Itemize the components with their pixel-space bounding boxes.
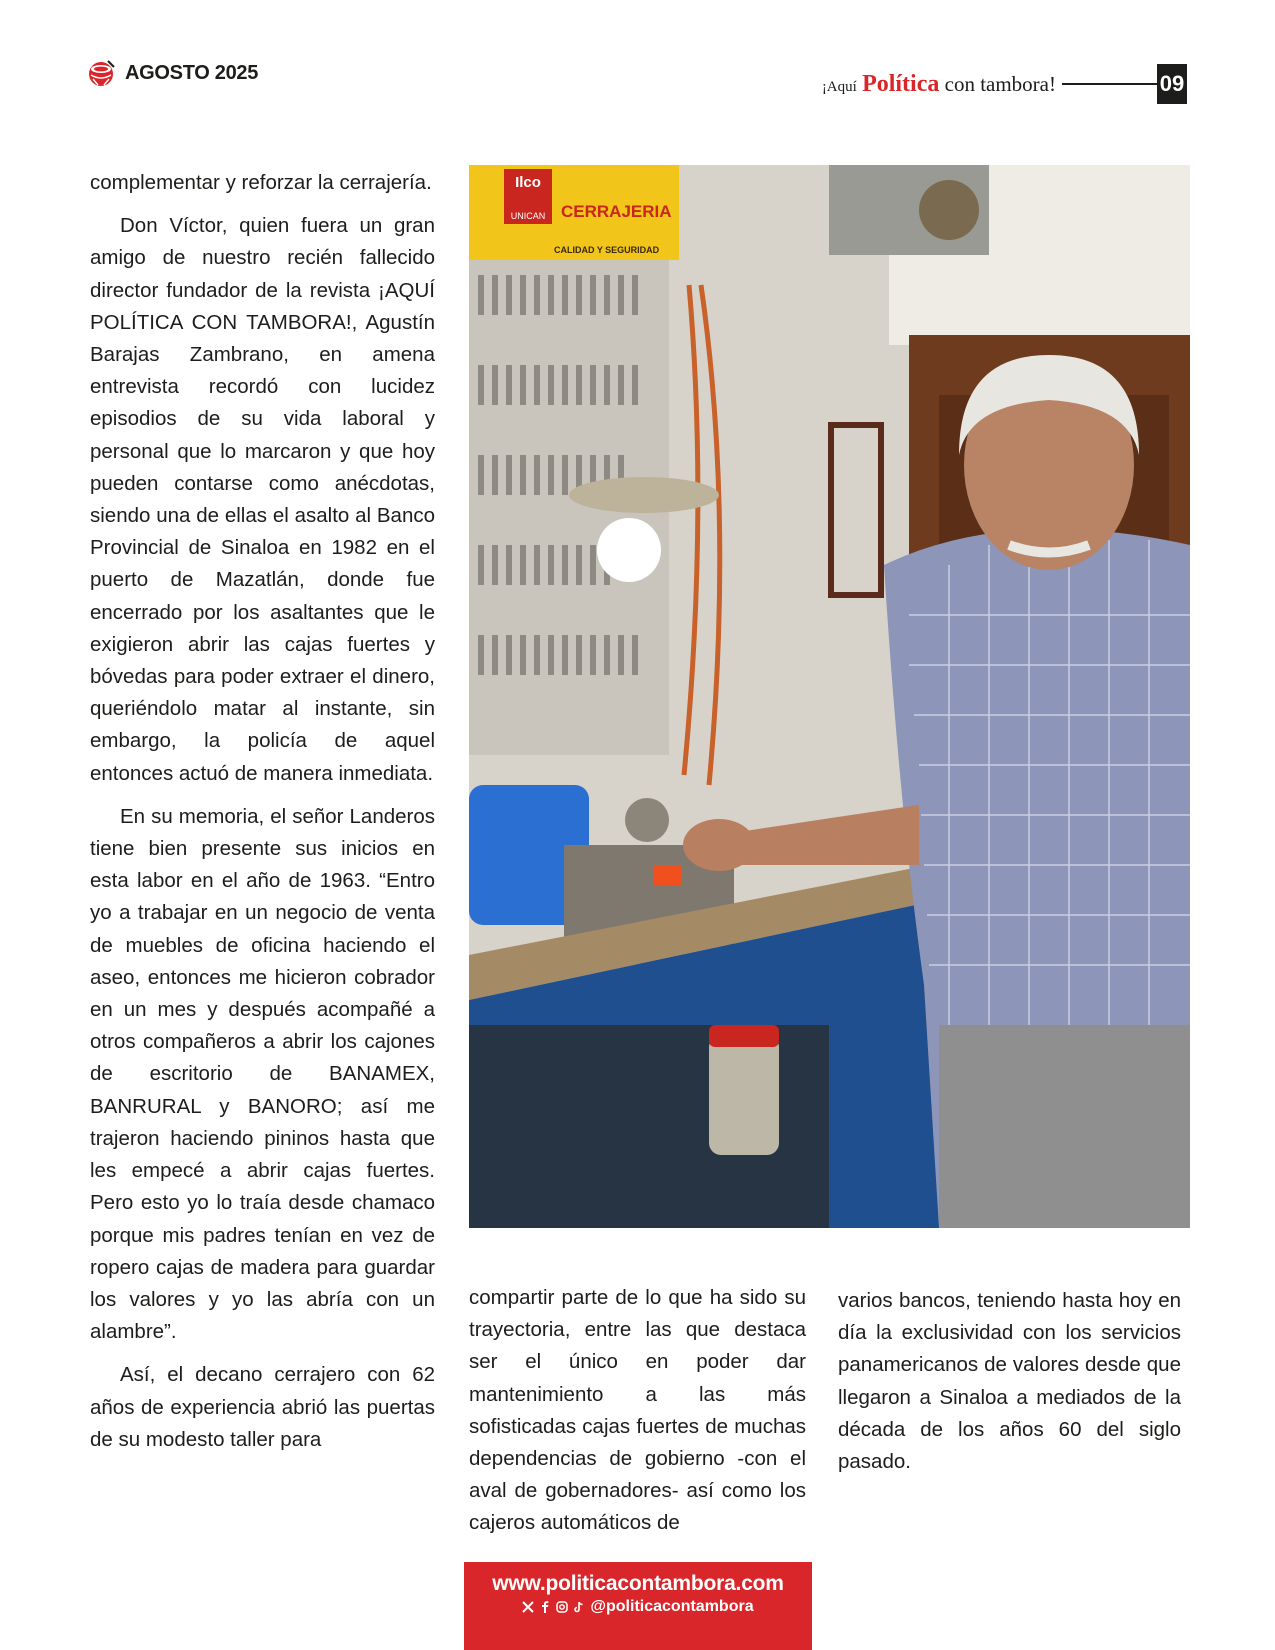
paragraph: compartir parte de lo que ha sido su trayectoria, entre las que destaca ser el único en poder dar mantenimiento a las más sofisticadas cajas fuertes de muchas dependencias de gobierno -con el aval de gobernadores- así como los cajeros automáticos de bbox=[469, 1286, 806, 1535]
paragraph: Don Víctor, quien fuera un gran amigo de nuestro recién fallecido director fundador de la revista ¡AQUÍ POLÍTICA CON TAMBORA!, Agustín Barajas Zambrano, en amena entrevista recordó con lucidez episodios de su vida laboral y personal que lo marcaron y que hoy pueden contarse como anécdotas, siendo una de ellas el asalto al Banco Provincial de Sinaloa en 1982 en el puerto de Mazatlán, donde fue encerrado por los asaltantes que le exigieron abrir las cajas fuertes y bóvedas para poder extraer el dinero, queriéndolo matar al instante, sin embargo, la policía de aquel entonces actuó de manera inmediata. bbox=[90, 214, 435, 785]
header-left bbox=[86, 58, 258, 88]
social-row bbox=[464, 1598, 812, 1616]
locksmith-workshop-photo bbox=[469, 165, 1190, 1228]
paragraph: En su memoria, el señor Landeros tiene bien presente sus inicios en esta labor en el año de 1963. “Entro yo a trabajar en un negocio de venta de muebles de oficina haciendo el aseo, entonces me hicieron cobrador en un mes y después acompañé a otros compañeros a abrir los cajones de escritorio de BANAMEX, BANRURAL y BANORO; así me trajeron haciendo pininos hasta que les empecé a abrir cajas fuertes. Pero esto yo lo traía desde chamaco porque mis padres tenían en vez de ropero cajas de madera para guardar los valores y yo las abría con un alambre”. bbox=[90, 804, 435, 1344]
paragraph: Así, el decano cerrajero con 62 años de experiencia abrió las puertas de su modesto taller para bbox=[90, 1363, 435, 1451]
drum-logo-icon bbox=[86, 58, 116, 88]
sign-slogan: CALIDAD Y SEGURIDAD bbox=[554, 245, 660, 255]
facebook-icon[interactable] bbox=[539, 1601, 551, 1613]
light-bulb bbox=[597, 518, 661, 582]
footer-banner bbox=[464, 1562, 812, 1650]
work-lamp-shade bbox=[569, 477, 719, 513]
hand bbox=[683, 819, 755, 871]
sign-sub: UNICAN bbox=[510, 211, 546, 221]
article-column-3 bbox=[838, 1285, 1181, 1489]
magazine-tagline bbox=[822, 71, 1056, 98]
gray-trousers bbox=[939, 1025, 1190, 1228]
tiktok-icon[interactable] bbox=[573, 1601, 585, 1613]
paragraph: complementar y reforzar la cerrajería. bbox=[90, 171, 432, 194]
tagline-post: con tambora! bbox=[944, 71, 1056, 96]
issue-month: AGOSTO 2025 bbox=[125, 61, 259, 84]
instagram-icon[interactable] bbox=[556, 1601, 568, 1613]
website-link[interactable]: www.politicacontambora.com bbox=[492, 1572, 784, 1595]
article-column-2 bbox=[469, 1282, 806, 1551]
paragraph: varios bancos, teniendo hasta hoy en día la exclusividad con los servicios panamericanos de valores desde que llegaron a Sinaloa a mediados de la década de los años 60 del siglo pasado. bbox=[838, 1289, 1181, 1474]
header-right bbox=[822, 64, 1187, 104]
sign-brand: Ilco bbox=[515, 174, 541, 191]
sign-title: CERRAJERIA bbox=[561, 202, 672, 221]
header-rule bbox=[1062, 83, 1157, 85]
tagline-pre: ¡Aquí bbox=[821, 78, 857, 95]
tagline-brand: Política bbox=[862, 70, 940, 97]
orange-clamp bbox=[654, 865, 682, 885]
page-number: 09 bbox=[1157, 64, 1187, 104]
x-icon[interactable] bbox=[522, 1601, 534, 1613]
article-column-1 bbox=[90, 167, 435, 1467]
social-handle[interactable]: @politicacontambora bbox=[590, 1598, 754, 1615]
jar bbox=[709, 1035, 779, 1155]
